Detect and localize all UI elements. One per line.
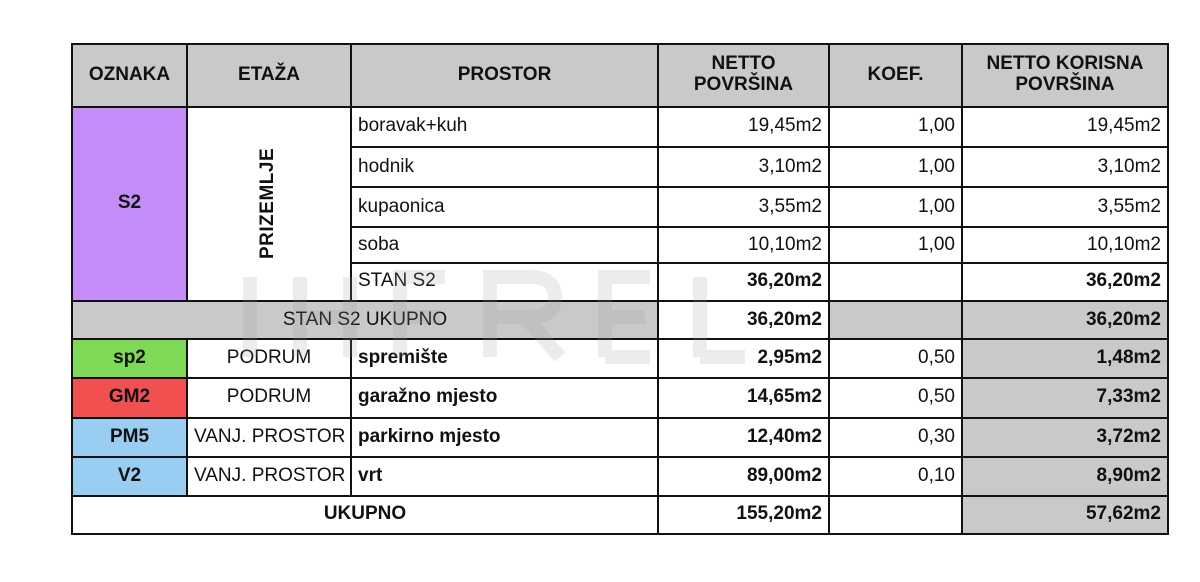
stan-total-netto: 36,20m2 xyxy=(658,301,829,339)
header-netto-line2: POVRŠINA xyxy=(693,74,794,96)
extra-prostor: spremište xyxy=(351,339,658,377)
extra-prostor: vrt xyxy=(351,457,658,495)
stan-total-korisna: 36,20m2 xyxy=(962,301,1168,339)
room-koef: 1,00 xyxy=(829,147,962,187)
extra-koef: 0,50 xyxy=(829,339,962,377)
table-row xyxy=(72,378,1168,418)
room-koef: 1,00 xyxy=(829,107,962,147)
extra-etaza: VANJ. PROSTOR xyxy=(187,418,351,457)
table-row xyxy=(72,107,1168,147)
extra-etaza: PODRUM xyxy=(187,378,351,418)
room-prostor: soba xyxy=(351,227,658,262)
room-korisna: 19,45m2 xyxy=(962,107,1168,147)
header-row xyxy=(72,44,1168,107)
stan-total-row xyxy=(72,301,1168,339)
room-koef: 1,00 xyxy=(829,187,962,227)
room-netto: 10,10m2 xyxy=(658,227,829,262)
room-korisna: 3,55m2 xyxy=(962,187,1168,227)
room-netto: 3,55m2 xyxy=(658,187,829,227)
room-netto: 19,45m2 xyxy=(658,107,829,147)
extra-koef: 0,30 xyxy=(829,418,962,457)
stan-total-label: STAN S2 UKUPNO xyxy=(72,301,658,339)
extra-code-sp2: sp2 xyxy=(72,339,187,377)
grand-total-koef-empty xyxy=(829,496,962,534)
room-prostor: hodnik xyxy=(351,147,658,187)
grand-total-korisna: 57,62m2 xyxy=(962,496,1168,534)
extra-korisna: 1,48m2 xyxy=(962,339,1168,377)
stan-total-koef-empty xyxy=(829,301,962,339)
header-korisna xyxy=(962,44,1168,107)
extra-prostor: parkirno mjesto xyxy=(351,418,658,457)
header-netto xyxy=(658,44,829,107)
extra-netto: 89,00m2 xyxy=(658,457,829,495)
header-prostor: PROSTOR xyxy=(351,44,658,107)
subtotal-korisna: 36,20m2 xyxy=(962,263,1168,301)
extra-netto: 14,65m2 xyxy=(658,378,829,418)
room-korisna: 10,10m2 xyxy=(962,227,1168,262)
extra-etaza: VANJ. PROSTOR xyxy=(187,457,351,495)
extra-netto: 2,95m2 xyxy=(658,339,829,377)
extra-koef: 0,10 xyxy=(829,457,962,495)
extra-etaza: PODRUM xyxy=(187,339,351,377)
area-table xyxy=(71,43,1169,535)
extra-korisna: 7,33m2 xyxy=(962,378,1168,418)
room-prostor: boravak+kuh xyxy=(351,107,658,147)
room-prostor: kupaonica xyxy=(351,187,658,227)
extra-code-gm2: GM2 xyxy=(72,378,187,418)
unit-floor-cell xyxy=(187,107,351,302)
header-koef: KOEF. xyxy=(829,44,962,107)
header-korisna-line1: NETTO KORISNA xyxy=(986,53,1144,75)
table-row xyxy=(72,418,1168,457)
grand-total-row xyxy=(72,496,1168,534)
extra-korisna: 8,90m2 xyxy=(962,457,1168,495)
grand-total-label: UKUPNO xyxy=(72,496,658,534)
header-etaza: ETAŽA xyxy=(187,44,351,107)
extra-code-v2: V2 xyxy=(72,457,187,495)
header-netto-line1: NETTO xyxy=(711,53,776,75)
subtotal-label: STAN S2 xyxy=(351,263,658,301)
extra-prostor: garažno mjesto xyxy=(351,378,658,418)
room-korisna: 3,10m2 xyxy=(962,147,1168,187)
extra-code-pm5: PM5 xyxy=(72,418,187,457)
table-row xyxy=(72,339,1168,377)
table-row xyxy=(72,457,1168,495)
room-koef: 1,00 xyxy=(829,227,962,262)
extra-korisna: 3,72m2 xyxy=(962,418,1168,457)
grand-total-netto: 155,20m2 xyxy=(658,496,829,534)
unit-floor-label: PRIZEMLJE xyxy=(257,148,279,260)
subtotal-netto: 36,20m2 xyxy=(658,263,829,301)
extra-netto: 12,40m2 xyxy=(658,418,829,457)
header-korisna-line2: POVRŠINA xyxy=(1015,74,1115,96)
extra-koef: 0,50 xyxy=(829,378,962,418)
room-netto: 3,10m2 xyxy=(658,147,829,187)
subtotal-koef-empty xyxy=(829,263,962,301)
header-oznaka: OZNAKA xyxy=(72,44,187,107)
unit-code-s2: S2 xyxy=(72,107,187,302)
